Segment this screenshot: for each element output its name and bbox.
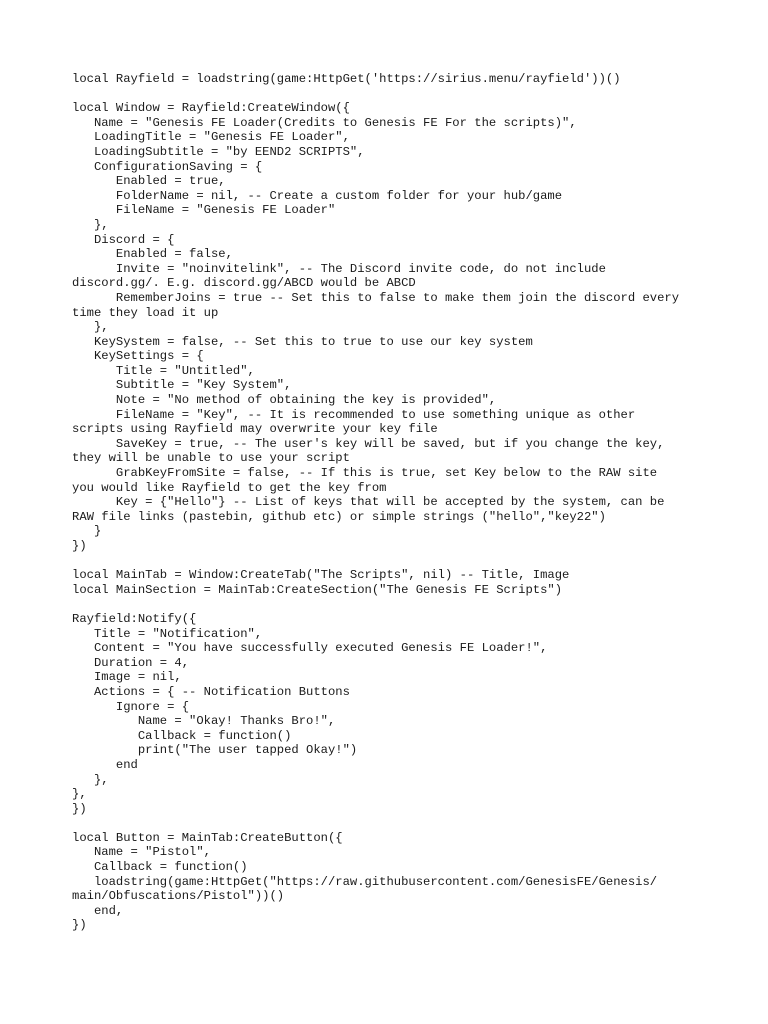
code-line: Actions = { -- Notification Buttons [72,684,350,699]
code-line: Enabled = true, [72,174,226,189]
code-line: discord.gg/. E.g. discord.gg/ABCD would be ABCD [72,276,416,291]
code-line: time they load it up [72,305,219,320]
code-line: LoadingTitle = "Genesis FE Loader", [72,130,350,145]
code-line: FolderName = nil, -- Create a custom folder for your hub/game [72,188,563,203]
code-line: main/Obfuscations/Pistol"))() [72,889,285,904]
code-line: }, [72,320,109,335]
code-line: Note = "No method of obtaining the key is provided", [72,393,497,408]
code-line: Name = "Pistol", [72,845,211,860]
code-line [72,87,712,102]
code-line: Rayfield:Notify({ [72,611,197,626]
code-line: Duration = 4, [72,655,190,670]
code-line: }, [72,772,109,787]
code-line: loadstring(game:HttpGet("https://raw.githubusercontent.com/GenesisFE/Genesis/ [72,874,658,889]
code-line: } [72,524,102,539]
code-line: you would like Rayfield to get the key from [72,480,387,495]
code-line: scripts using Rayfield may overwrite your key file [72,422,438,437]
code-line: FileName = "Genesis FE Loader" [72,203,336,218]
code-line: Key = {"Hello"} -- List of keys that will be accepted by the system, can be [72,495,665,510]
code-line: end, [72,903,124,918]
code-line: Image = nil, [72,670,182,685]
code-line: RememberJoins = true -- Set this to false to make them join the discord every [72,290,680,305]
code-line: local Rayfield = loadstring(game:HttpGet('https://sirius.menu/rayfield'))() [72,72,621,86]
code-line: Callback = function() [72,728,292,743]
code-line: Discord = { [72,232,175,247]
code-line: Title = "Notification", [72,626,263,641]
code-line: Enabled = false, [72,247,233,262]
code-line: Invite = "noinvitelink", -- The Discord invite code, do not include [72,261,606,276]
code-line: Name = "Genesis FE Loader(Credits to Genesis FE For the scripts)", [72,115,577,130]
code-line [72,554,712,569]
code-line: }) [72,539,87,553]
code-line: }) [72,801,87,816]
code-line: end [72,757,138,772]
code-line: Callback = function() [72,860,248,875]
code-line: Title = "Untitled", [72,363,255,378]
code-line: Subtitle = "Key System", [72,378,292,393]
code-line [72,597,712,612]
code-line: print("The user tapped Okay!") [72,743,358,758]
code-line: Ignore = { [72,699,190,714]
code-line: KeySettings = { [72,349,204,364]
code-line [72,816,712,831]
code-line: }, [72,217,109,232]
code-line: LoadingSubtitle = "by EEND2 SCRIPTS", [72,144,365,159]
code-line: local MainSection = MainTab:CreateSection("The Genesis FE Scripts") [72,582,563,597]
code-listing [72,72,712,933]
code-line: FileName = "Key", -- It is recommended to use something unique as other [72,407,636,422]
code-line: }) [72,918,87,933]
code-line: GrabKeyFromSite = false, -- If this is true, set Key below to the RAW site [72,466,658,481]
code-line: ConfigurationSaving = { [72,159,263,174]
code-line: SaveKey = true, -- The user's key will be saved, but if you change the key, [72,436,665,451]
code-line: KeySystem = false, -- Set this to true to use our key system [72,334,533,349]
code-line: }, [72,787,87,802]
code-line: local Button = MainTab:CreateButton({ [72,830,343,845]
code-line: RAW file links (pastebin, github etc) or simple strings ("hello","key22") [72,509,606,524]
code-line: Name = "Okay! Thanks Bro!", [72,714,336,729]
code-line: Content = "You have successfully executed Genesis FE Loader!", [72,641,548,656]
code-line: local Window = Rayfield:CreateWindow({ [72,101,350,116]
code-line: local MainTab = Window:CreateTab("The Scripts", nil) -- Title, Image [72,568,570,583]
code-line: they will be unable to use your script [72,451,350,466]
